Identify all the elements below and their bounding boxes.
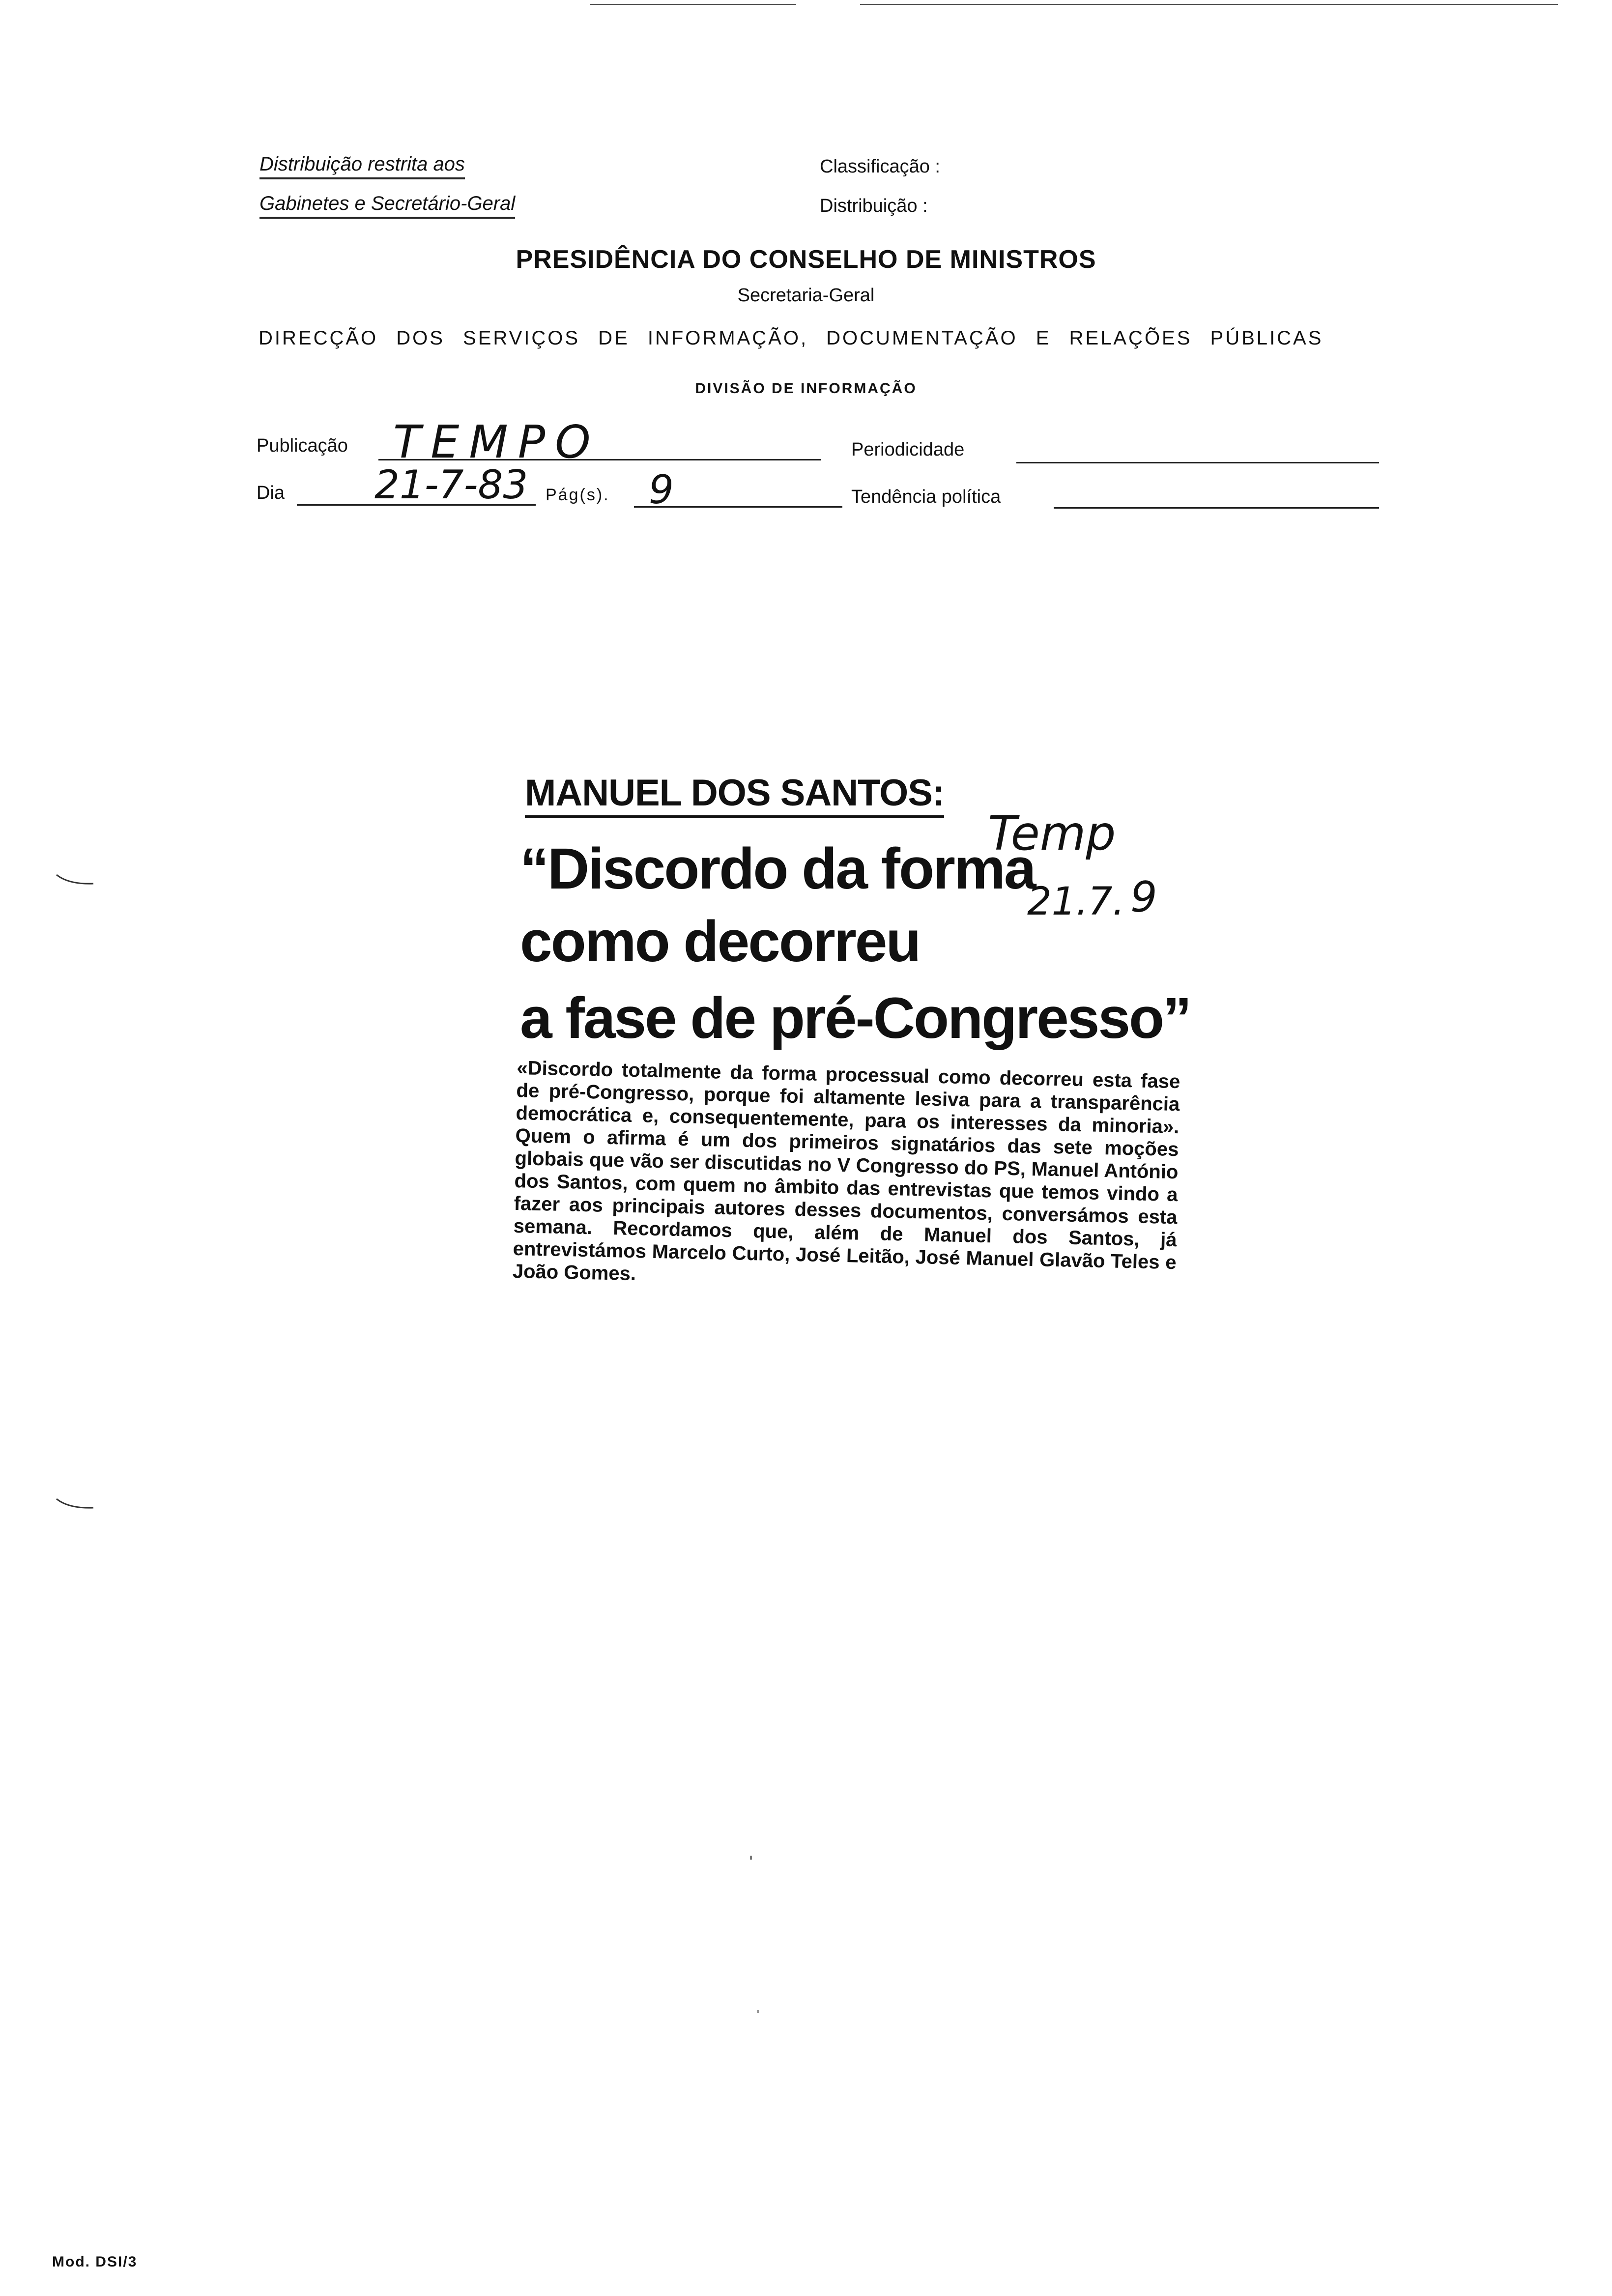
clipping-handwritten-date: 21.7. — [1027, 880, 1125, 924]
day-handwritten-value: 21-7-83 — [374, 462, 528, 508]
punch-hole-mark — [54, 1494, 98, 1514]
day-label: Dia — [257, 483, 285, 503]
periodicity-line — [1016, 462, 1379, 463]
distribution-label: Distribuição : — [820, 196, 928, 216]
publication-handwritten-value: TEMPO — [393, 416, 601, 468]
directorate-name: DIRECÇÃO DOS SERVIÇOS DE INFORMAÇÃO, DOCUMENTAÇÃO E RELAÇÕES PÚBLICAS — [259, 327, 1324, 349]
clipping-headline-line3: a fase de pré-Congresso” — [520, 986, 1191, 1051]
clipping-headline-line1: “Discordo da forma — [520, 836, 1035, 901]
periodicity-label: Periodicidade — [851, 439, 965, 460]
clipping-kicker: MANUEL DOS SANTOS: — [525, 772, 944, 818]
scan-speck — [757, 2010, 759, 2013]
distribution-note-line1: Distribuição restrita aos — [259, 153, 465, 179]
pages-handwritten-value: 9 — [649, 467, 674, 513]
clipping-handwritten-page: 9 — [1130, 873, 1157, 922]
clipping-headline-line2: como decorreu — [520, 909, 920, 974]
political-tendency-line — [1054, 507, 1379, 509]
institution-title: PRESIDÊNCIA DO CONSELHO DE MINISTROS — [516, 245, 1096, 274]
classification-label: Classificação : — [820, 156, 940, 177]
scan-edge-line — [860, 4, 1558, 5]
institution-subtitle: Secretaria-Geral — [737, 285, 875, 306]
pages-label: Pág(s). — [546, 486, 610, 504]
clipping-handwritten-source: Temp — [988, 806, 1116, 861]
punch-hole-mark — [54, 870, 98, 890]
distribution-note-line2: Gabinetes e Secretário-Geral — [259, 193, 515, 219]
scan-speck — [750, 1856, 752, 1860]
clipping-body-text: «Discordo totalmente da forma processual como decorreu esta fase de pré-Congresso, porque foi altamente lesiva para a transparência democrática e, consequentemente, para os interesses da minoria». Quem o afirma é um dos primeiros signatários das sete moções globais que vão ser discutidas no V Congresso do PS, Manuel António dos Santos, com quem no âmbito das entrevistas que temos vindo a fazer aos principais autores desses documentos, conversámos esta semana. Recordamos que, além de Manuel dos Santos, já entrevistámos Marcelo Curto, José Leitão, José Manuel Glavão Teles e João Gomes. — [512, 1057, 1180, 1285]
model-code: Mod. DSI/3 — [52, 2254, 138, 2270]
political-tendency-label: Tendência política — [851, 487, 1001, 507]
scan-edge-line — [590, 4, 796, 5]
division-name: DIVISÃO DE INFORMAÇÃO — [695, 380, 917, 397]
publication-label: Publicação — [257, 435, 348, 456]
